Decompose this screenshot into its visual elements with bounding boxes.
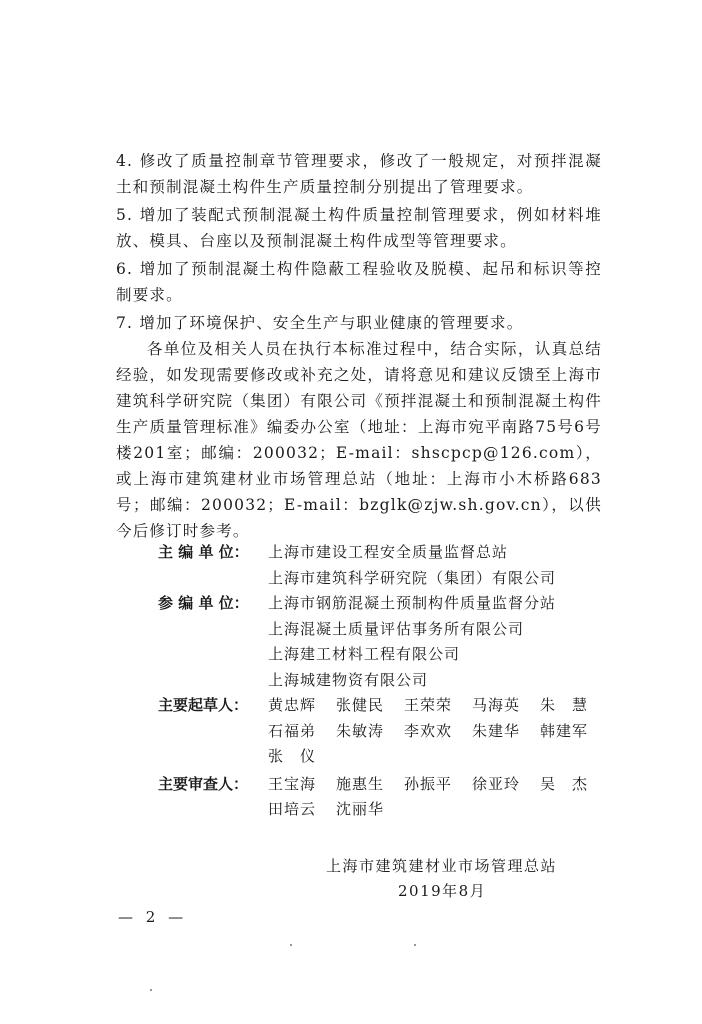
- paragraph-item-6: 6. 增加了预制混凝土构件隐蔽工程验收及脱模、起吊和标识等控制要求。: [116, 260, 602, 304]
- reviewers-label: 主要审查人：: [158, 774, 249, 793]
- drafter-name: 张 仪: [268, 747, 317, 765]
- drafter-name: 李欢欢: [404, 721, 453, 740]
- paragraph-item-5: 5. 增加了装配式预制混凝土构件质量控制管理要求，例如材料堆放、模具、台座以及预制混凝土构件成型等管理要求。: [116, 206, 602, 250]
- participating-org: 上海建工材料工程有限公司: [268, 645, 461, 663]
- reviewer-name: 沈丽华: [336, 800, 385, 818]
- reviewer-name: 田培云: [268, 800, 317, 818]
- participating-org: 上海混凝土质量评估事务所有限公司: [268, 619, 525, 638]
- reviewer-name: 徐亚玲: [472, 774, 521, 793]
- scan-speck: [290, 944, 292, 946]
- drafter-name: 张健民: [336, 696, 385, 714]
- participating-label: 参 编 单 位：: [158, 594, 249, 612]
- drafter-name: 王荣荣: [404, 696, 453, 714]
- paragraph-item-4: 4. 修改了质量控制章节管理要求，修改了一般规定，对预拌混凝土和预制混凝土构件生产质量控制分别提出了管理要求。: [116, 152, 602, 196]
- reviewers-row: [158, 772, 608, 823]
- participating-org: 上海市钢筋混凝土预制构件质量监督分站: [268, 594, 557, 612]
- participating-row: [158, 591, 608, 693]
- drafter-name: 黄忠辉: [268, 696, 317, 714]
- page-number: — 2 —: [118, 908, 188, 926]
- chief-editor-org: 上海市建设工程安全质量监督总站: [268, 543, 509, 561]
- drafter-name: 朱建华: [472, 721, 521, 740]
- chief-editor-label: 主 编 单 位：: [158, 543, 249, 561]
- drafter-name: 朱敏涛: [336, 721, 385, 740]
- reviewer-name: 吴 杰: [540, 774, 589, 793]
- reviewer-name: 王宝海: [268, 774, 317, 793]
- drafter-name: 马海英: [472, 696, 521, 714]
- issuer-signature: 上海市建筑建材业市场管理总站: [326, 857, 558, 875]
- drafter-name: 朱 慧: [540, 696, 589, 714]
- drafters-row: [158, 693, 608, 770]
- drafter-name: 石福弟: [268, 721, 317, 740]
- issue-date: 2019年8月: [398, 882, 487, 900]
- chief-editor-row: [158, 540, 608, 591]
- feedback-paragraph: 各单位及相关人员在执行本标准过程中，结合实际，认真总结经验，如发现需要修改或补充之处，请将意见和建议反馈至上海市建筑科学研究院（集团）有限公司《预拌混凝土和预制混凝土构件生产质量管理标准》编委办公室（地址：上海市宛平南路75号6号楼201室；邮编：200032；E-mail：shscpcp@126.com），或上海市建筑建材业市场管理总站（地址：上海市小木桥路683号；邮编：200032；E-mail：bzglk@zjw.sh.gov.cn），以供今后修订时参考。: [116, 340, 602, 540]
- reviewer-name: 施惠生: [336, 774, 385, 793]
- drafter-name: 韩建军: [540, 721, 589, 740]
- drafters-label: 主要起草人：: [158, 696, 249, 714]
- credits-block: [158, 540, 608, 823]
- paragraph-item-7: 7. 增加了环境保护、安全生产与职业健康的管理要求。: [116, 314, 524, 332]
- scan-speck: [414, 944, 416, 946]
- reviewer-name: 孙振平: [404, 774, 453, 793]
- scan-speck: [150, 989, 152, 991]
- chief-editor-org: 上海市建筑科学研究院（集团）有限公司: [268, 568, 557, 587]
- participating-org: 上海城建物资有限公司: [268, 670, 429, 689]
